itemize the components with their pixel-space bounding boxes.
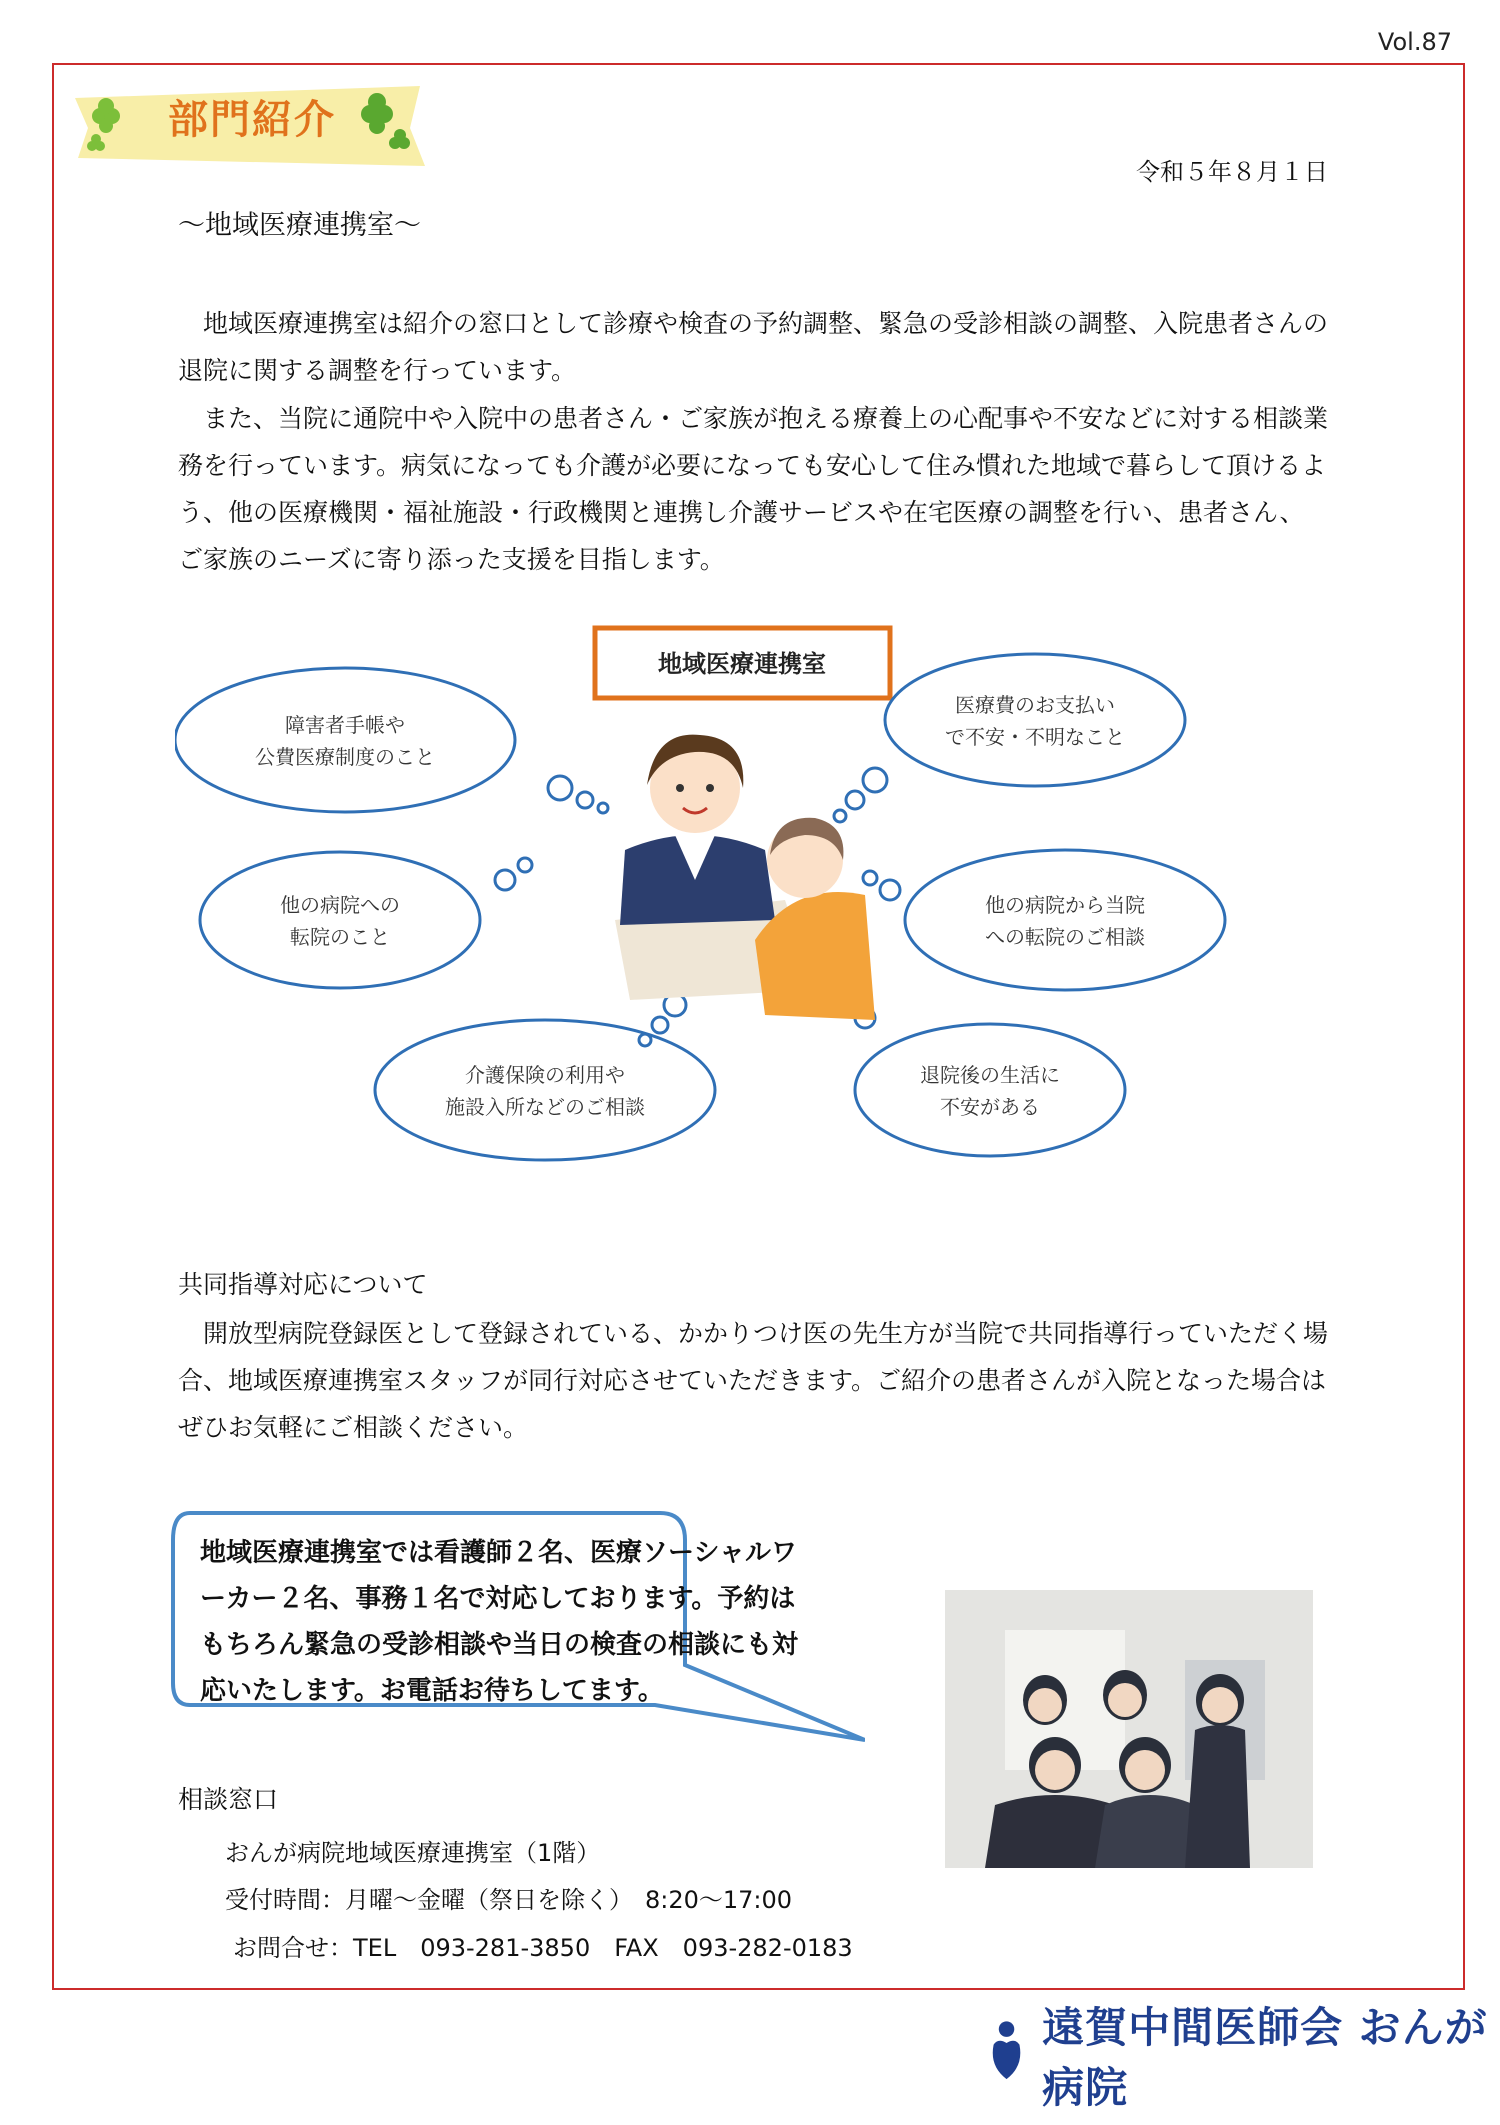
- bubble-text: 退院後の生活に: [920, 1063, 1060, 1087]
- issue-date: 令和５年８月１日: [1136, 158, 1328, 186]
- hospital-name: 遠賀中間医師会 おんが病院: [1042, 2003, 1488, 2112]
- joint-guidance-heading: 共同指導対応について: [178, 1270, 428, 1299]
- bubble-text: 転院のこと: [290, 925, 390, 949]
- thought-bubble: [905, 850, 1225, 990]
- bubble-text: への転院のご相談: [985, 925, 1145, 949]
- bubble-text: 他の病院から当院: [985, 893, 1145, 917]
- thought-bubble: [375, 1020, 715, 1160]
- contact-hours: 受付時間：月曜～金曜（祭日を除く） 8:20～17:00: [225, 1886, 793, 1914]
- consultation-diagram: [175, 620, 1305, 1180]
- bubble-text: 施設入所などのご相談: [445, 1095, 645, 1119]
- hospital-emblem-icon: [985, 2013, 1028, 2097]
- hospital-logo: [985, 2003, 1500, 2112]
- bubble-text: 障害者手帳や: [285, 713, 405, 737]
- thought-bubble: [855, 1024, 1125, 1156]
- staff-photo: [945, 1590, 1313, 1868]
- contact-heading: 相談窓口: [178, 1785, 279, 1814]
- bubble-text: 介護保険の利用や: [465, 1063, 625, 1087]
- thought-bubble: [175, 668, 515, 812]
- thought-bubble: [200, 852, 480, 988]
- center-label: 地域医療連携室: [658, 650, 826, 678]
- banner-title: 部門紹介: [168, 97, 336, 143]
- bubble-text: で不安・不明なこと: [945, 725, 1125, 749]
- thought-bubble: [885, 654, 1185, 786]
- intro-paragraph-1: 地域医療連携室は紹介の窓口として診療や検査の予約調整、緊急の受診相談の調整、入院患者さんの退院に関する調整を行っています。: [178, 309, 1329, 385]
- speech-bubble-text: 地域医療連携室では看護師２名、医療ソーシャルワーカー２名、事務１名で対応しております。予約はもちろん緊急の受診相談や当日の検査の相談にも対応いたします。お電話お待ちしてます。: [200, 1538, 799, 1706]
- joint-guidance-paragraph: 開放型病院登録医として登録されている、かかりつけ医の先生方が当院で共同指導行っていただく場合、地域医療連携室スタッフが同行対応させていただきます。ご紹介の患者さんが入院となった場合はぜひお気軽にご相談ください。: [178, 1319, 1329, 1442]
- bubble-text: 医療費のお支払い: [955, 693, 1115, 717]
- bubble-text: 他の病院への: [280, 893, 400, 917]
- bubble-text: 公費医療制度のこと: [255, 745, 435, 769]
- bubble-text: 不安がある: [940, 1095, 1040, 1119]
- contact-office: おんが病院地域医療連携室（1階）: [225, 1839, 601, 1867]
- contact-phone: お問合せ：TEL 093-281-3850 FAX 093-282-0183: [233, 1934, 853, 1962]
- intro-paragraph-2: また、当院に通院中や入院中の患者さん・ご家族が抱える療養上の心配事や不安などに対する相談業務を行っています。病気になっても介護が必要になっても安心して住み慣れた地域で暮らして頂けるよう、他の医療機関・福祉施設・行政機関と連携し介護サービスや在宅医療の調整を行い、患者さん、ご家族のニーズに寄り添った支援を目指します。: [178, 404, 1329, 574]
- section-subtitle: ～地域医療連携室～: [178, 210, 421, 241]
- volume-number: Vol.87: [1377, 28, 1452, 56]
- patient-illustration: [755, 818, 875, 1020]
